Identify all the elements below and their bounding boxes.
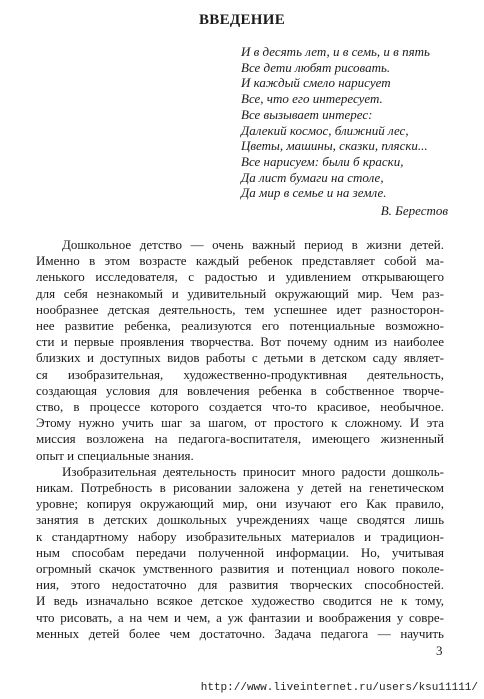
text-line: близких и доступных видов работы с детьми в детском саду являет- — [36, 350, 444, 366]
text-line: ния, этого недостаточно для развития творческих способностей. — [36, 577, 444, 593]
text-line: уровне; копируя окружающий мир, они изучают его Как правило, — [36, 496, 444, 512]
text-line: нообразнее детская деятельность, тем успешнее идет разносторон- — [36, 301, 444, 317]
text-line: ным способам передачи полученной информации. Но, учитывая — [36, 544, 444, 560]
text-line: создающая условия для вовлечения ребенка в собственное творче- — [36, 382, 444, 398]
text-line: Этому нужно учить шаг за шагом, от простого к сложному. И эта — [36, 415, 444, 431]
text-line: Изобразительная деятельность приносит много радости дошколь- — [62, 463, 444, 479]
text-line: никам. Потребность в рисовании заложена у детей на генетическом — [36, 480, 444, 496]
text-line: Дошкольное детство — очень важный период в жизни детей. — [62, 237, 444, 252]
poem-author: В. Берестов — [380, 203, 448, 218]
text-line: огромный скачок умственного развития и потенциал нового поколе- — [36, 561, 444, 577]
text-line: для себя незнакомый и удивительный окружающий мир. Чем раз- — [36, 285, 444, 301]
text-line: к стандартному набору изобразительных материалов и традицион- — [36, 528, 444, 544]
source-url-watermark: http://www.liveinternet.ru/users/ksu11111/ — [200, 682, 478, 694]
text-line: миссия возложена на педагога-воспитателя, имеющего жизненный — [36, 431, 444, 447]
poem-line: Все дети любят рисовать. — [241, 59, 391, 75]
text-line: ся изобразительная, художественно-продуктивная деятельность, — [36, 366, 444, 382]
body-text — [36, 237, 444, 642]
poem-line: И каждый смело нарисует — [241, 75, 391, 91]
epigraph-poem — [241, 44, 430, 201]
poem-line: И в десять лет, и в семь, и в пять — [241, 44, 430, 59]
text-line: сти и первые проявления творчества. Вот почему одним из наиболее — [36, 334, 444, 350]
poem-line: Все нарисуем: были б краски, — [241, 153, 404, 169]
text-line: ленького исследователя, с радостью и удивлением открывающего — [36, 269, 444, 285]
text-line: нее развитие ребенка, реализуются его потенциальные возможно- — [36, 318, 444, 334]
chapter-title: ВВЕДЕНИЕ — [198, 12, 286, 28]
paragraph — [36, 237, 444, 464]
poem-line: Все, что его интересует. — [241, 91, 383, 107]
text-line: ство, в процессе которого создается что-то красивое, необычное. — [36, 399, 444, 415]
poem-line: Да лист бумаги на столе, — [241, 169, 384, 185]
text-line: И ведь изначально всякое детское художество сводится не к тому, — [36, 593, 444, 609]
poem-line: Все вызывает интерес: — [241, 106, 373, 122]
text-line: Именно в этом возрасте каждый ребенок представляет собой ма- — [36, 253, 444, 269]
text-line: занятия в детских дошкольных учреждениях чаще сводятся лишь — [36, 512, 444, 528]
paragraph — [36, 464, 444, 642]
poem-line: Да мир в семье и на земле. — [241, 185, 387, 201]
poem-line: Далекий космос, ближний лес, — [241, 122, 409, 138]
poem-line: Цветы, машины, сказки, пляски... — [241, 138, 428, 154]
text-line: менных детей более чем достаточно. Задача педагога — научить — [36, 625, 444, 641]
page-number: 3 — [436, 643, 443, 658]
text-line: что рисовать, а на чем и чем, а уж фантазии и воображения у совре- — [36, 609, 444, 625]
text-line: опыт и специальные знания. — [36, 447, 194, 463]
